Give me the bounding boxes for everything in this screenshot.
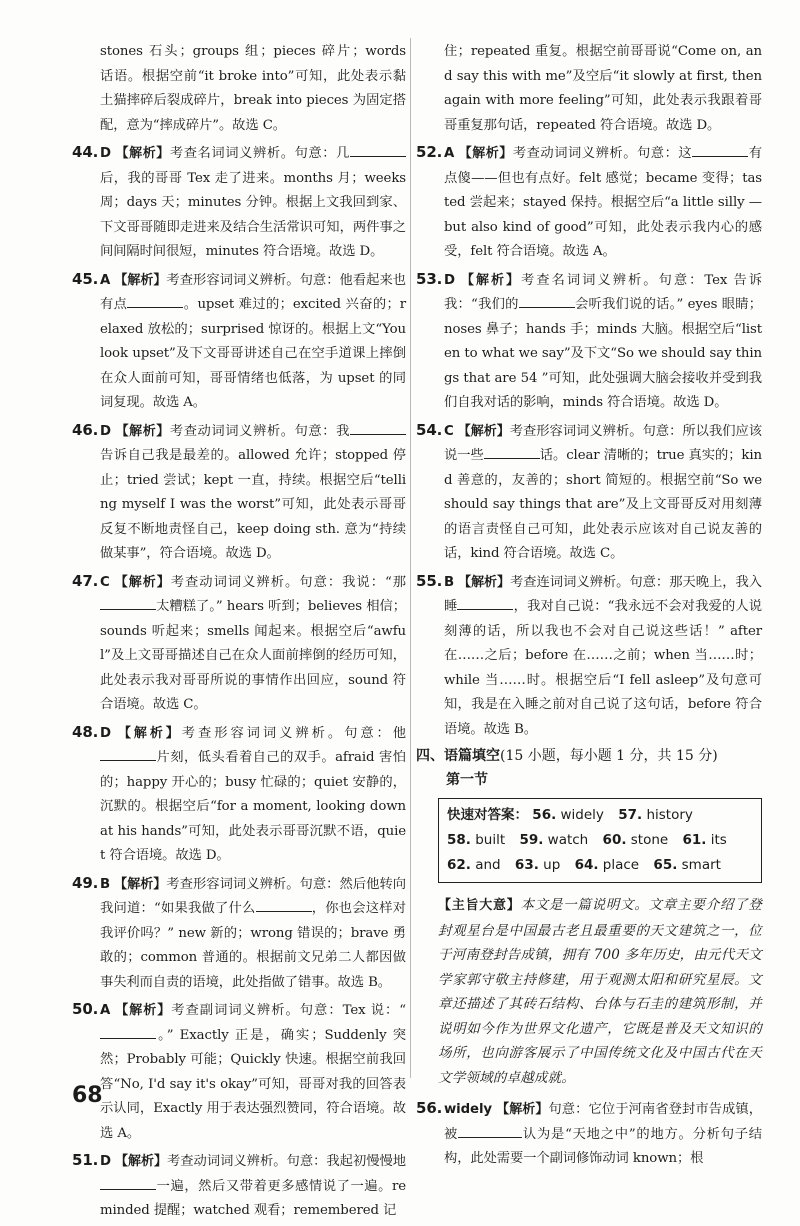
analysis-tag: 【解析】	[113, 574, 171, 590]
item-answer: B	[444, 574, 455, 590]
answer-pair: 58. built	[447, 832, 506, 848]
item-number: 47.	[72, 571, 99, 590]
page-number: 68	[72, 1083, 103, 1108]
quick-answer-label: 快速对答案：	[447, 807, 528, 823]
answer-pair: 65. smart	[653, 857, 721, 873]
list-item: stones 石头；groups 组；pieces 碎片；words 话语。根据空前“it broke into”可知，此处表示黏土猫摔碎后裂成碎片，break into pieces 为固定搭配，意为“摔成碎片”。故选 C。	[100, 44, 406, 133]
blank-line	[127, 293, 183, 308]
item-number: 51.	[72, 1151, 99, 1169]
blank-line	[100, 746, 156, 761]
list-item: 51. D 【解析】考查动词词义辨析。句意：我起初慢慢地一遍，然后又带着更多感情说了一遍。reminded 提醒；watched 观看；remembered 记	[100, 1148, 406, 1224]
list-item: 52. A 【解析】考查动词词义辨析。句意：这 有点傻——但也有点好。felt 感觉；became 变得；tasted 尝起来；stayed 保持。根据空后“a little silly — but also kind of good”可知，此处表示我内心的感受，felt 符合语境。故选 A。	[444, 140, 762, 265]
blank-line	[484, 444, 540, 459]
item-answer: A	[100, 272, 111, 288]
list-item: 46. D 【解析】考查动词词义辨析。句意：我告诉自己我是最差的。allowed 允许；stopped 停止；tried 尝试；kept 一直，持续。根据空后“telling myself I was the worst”可知，此处表示哥哥反复不断地责怪自己，keep doing sth. 意为“持续做某事”，符合语境。故选 D。	[100, 418, 406, 567]
section-subheading: 第一节	[446, 772, 488, 788]
analysis-tag: 【解析】	[114, 272, 167, 288]
item-answer: D	[100, 146, 111, 161]
item-answer: B	[100, 876, 111, 892]
list-item: 56. widely 【解析】句意：它位于河南省登封市告成镇，被 认为是“天地之中”的地方。分析句子结构，此处需要一个副词修饰动词 known；根	[444, 1096, 762, 1172]
analysis-tag: 【解析】	[114, 1154, 167, 1169]
item-answer: A	[444, 146, 455, 161]
item-number: 54.	[416, 420, 443, 439]
blank-line	[100, 595, 156, 610]
quick-answer-box	[438, 798, 762, 883]
analysis-tag: 【解析】	[458, 272, 521, 288]
item-number: 50.	[72, 1000, 99, 1018]
analysis-tag: 【解析】	[114, 1003, 172, 1018]
answer-pair: 63. up	[514, 857, 561, 873]
section-heading: 四、语篇填空(15 小题，每小题 1 分，共 15 分)	[416, 748, 718, 764]
list-item: 48. D 【解析】考查形容词词义辨析。句意：他片刻，低头看着自己的双手。afraid 害怕的；happy 开心的；busy 忙碌的；quiet 安静的，沉默的。根据空后“for a moment, looking down at his hands”可知，此处表示哥哥沉默不语，quiet 符合语境。故选 D。	[100, 720, 406, 869]
list-item: 45. A 【解析】考查形容词词义辨析。句意：他看起来也有点 。upset 难过的；excited 兴奋的；relaxed 放松的；surprised 惊讶的。根据上文“You look upset”及下文哥哥讲述自己在空手道课上摔倒在众人面前可知，哥哥情绪也低落，为 upset 的同词复现。故选 A。	[100, 267, 406, 416]
answer-pair: 57. history	[618, 807, 693, 823]
analysis-tag: 【解析】	[457, 423, 510, 439]
main-idea-tag: 【主旨大意】	[438, 898, 521, 913]
analysis-tag: 【解析】	[458, 574, 510, 590]
answer-pair: 62. and	[447, 857, 501, 873]
item-number: 46.	[72, 420, 99, 439]
blank-line	[100, 1024, 156, 1039]
item-number: 45.	[72, 269, 99, 288]
item-answer: C	[444, 423, 454, 439]
item-answer: C	[100, 574, 110, 590]
main-idea-summary: 【主旨大意】本文是一篇说明文。文章主要介绍了登封观星台是中国最古老且最重要的天文建筑之一，位于河南登封告成镇，拥有 700 多年历史，由元代天文学家郭守敬主持修建，用于观测太阳和研究星辰。文章还描述了其砖石结构、台体与石圭的建筑形制，并说明如今作为世界文化遗产，它既是普及天文知识的场所，也向游客展示了中国传统文化及中国古代在天文学领域的卓越成就。	[438, 897, 763, 1086]
blank-line	[350, 420, 406, 435]
blank-line	[458, 1123, 522, 1138]
blank-line	[519, 293, 575, 308]
analysis-tag: 【解析】	[114, 725, 182, 741]
analysis-tag: 【解析】	[496, 1102, 549, 1117]
analysis-tag: 【解析】	[114, 876, 167, 892]
list-item: 49. B 【解析】考查形容词词义辨析。句意：然后他转向我问道：“如果我做了什么 ，你也会这样对我评价吗？” new 新的；wrong 错误的；brave 勇敢的；common 普通的。根据前文兄弟二人都因做事失利而自责的语境，此处指做了错事。故选 B。	[100, 871, 406, 996]
list-item: 50. A 【解析】考查副词词义辨析。句意：Tex 说：“。” Exactly 正是，确实；Suddenly 突然；Probably 可能；Quickly 快速。根据空前我回答“No, I'd say it's okay”可知，哥哥对我的回答表示认同，Exactly 用于表达强烈赞同，符合语境。故选 A。	[100, 997, 406, 1146]
item-number: 48.	[72, 722, 99, 741]
left-column	[72, 40, 406, 1226]
item-number: 56.	[416, 1099, 443, 1117]
list-item: 住；repeated 重复。根据空前哥哥说“Come on, and say this with me”及空后“it slowly at first, then again with more feeling”可知，此处表示我跟着哥哥重复那句话，repeated 符合语境。故选 D。	[444, 44, 762, 133]
blank-line	[457, 595, 513, 610]
item-answer: D	[100, 725, 111, 741]
answer-pair: 56. widely	[532, 807, 604, 823]
answer-pair: 61. its	[682, 832, 727, 848]
answer-pair: 59. watch	[519, 832, 589, 848]
item-number: 53.	[416, 269, 443, 288]
analysis-tag: 【解析】	[458, 146, 513, 161]
blank-line	[692, 142, 748, 157]
list-item: 44. D 【解析】考查名词词义辨析。句意：几后，我的哥哥 Tex 走了进来。months 月；weeks 周；days 天；minutes 分钟。根据上文我回到家、下文哥哥随即走进来及结合生活常识可知，两件事之间间隔时间很短，minutes 符合语境。故选 D。	[100, 140, 406, 265]
item-answer: widely	[444, 1102, 493, 1117]
item-answer: D	[444, 272, 455, 288]
answer-pair: 64. place	[574, 857, 640, 873]
analysis-tag: 【解析】	[114, 146, 170, 161]
item-number: 44.	[72, 143, 99, 161]
item-number: 52.	[416, 143, 443, 161]
blank-line	[256, 897, 312, 912]
list-item: 53. D 【解析】考查名词词义辨析。句意：Tex 告诉我：“我们的 会听我们说的话。” eyes 眼睛；noses 鼻子；hands 手；minds 大脑。根据空后“listen to what we say”及下文“So we should say things that are 54 ”可知，此处强调大脑会接收并受到我们自我对话的影响，minds 符合语境。故选 D。	[444, 267, 762, 416]
answer-pair: 60. stone	[602, 832, 669, 848]
item-answer: D	[100, 1154, 111, 1169]
item-answer: D	[100, 423, 111, 439]
item-number: 55.	[416, 571, 443, 590]
item-answer: A	[100, 1003, 111, 1018]
column-divider	[410, 38, 411, 1078]
list-item: 55. B 【解析】考查连词词义辨析。句意：那天晚上，我入睡 ，我对自己说：“我永远不会对我爱的人说刻薄的话，所以我也不会对自己说这些话！” after 在……之后；before 在……之前；when 当……时；while 当……时。根据空后“I fell asleep”及句意可知，我是在入睡之前对自己说了这句话，before 符合语境。故选 B。	[444, 569, 762, 743]
blank-line	[350, 142, 406, 157]
right-column	[416, 40, 762, 1174]
blank-line	[100, 1175, 156, 1190]
item-number: 49.	[72, 873, 99, 892]
analysis-tag: 【解析】	[114, 423, 170, 439]
list-item: 47. C 【解析】考查动词词义辨析。句意：我说：“那太糟糕了。” hears 听到；believes 相信；sounds 听起来；smells 闻起来。根据空后“awful”及上文哥哥描述自己在众人面前摔倒的经历可知，此处表示我对哥哥所说的事情作出回应，sound 符合语境。故选 C。	[100, 569, 406, 718]
list-item: 54. C 【解析】考查形容词词义辨析。句意：所以我们应该说一些 话。clear 清晰的；true 真实的；kind 善意的，友善的；short 简短的。根据空前“So we should say things that are”及上文哥哥反对用刻薄的语言责怪自己可知，此处表示应该对自己说友善的话，kind 符合语境。故选 C。	[444, 418, 762, 567]
